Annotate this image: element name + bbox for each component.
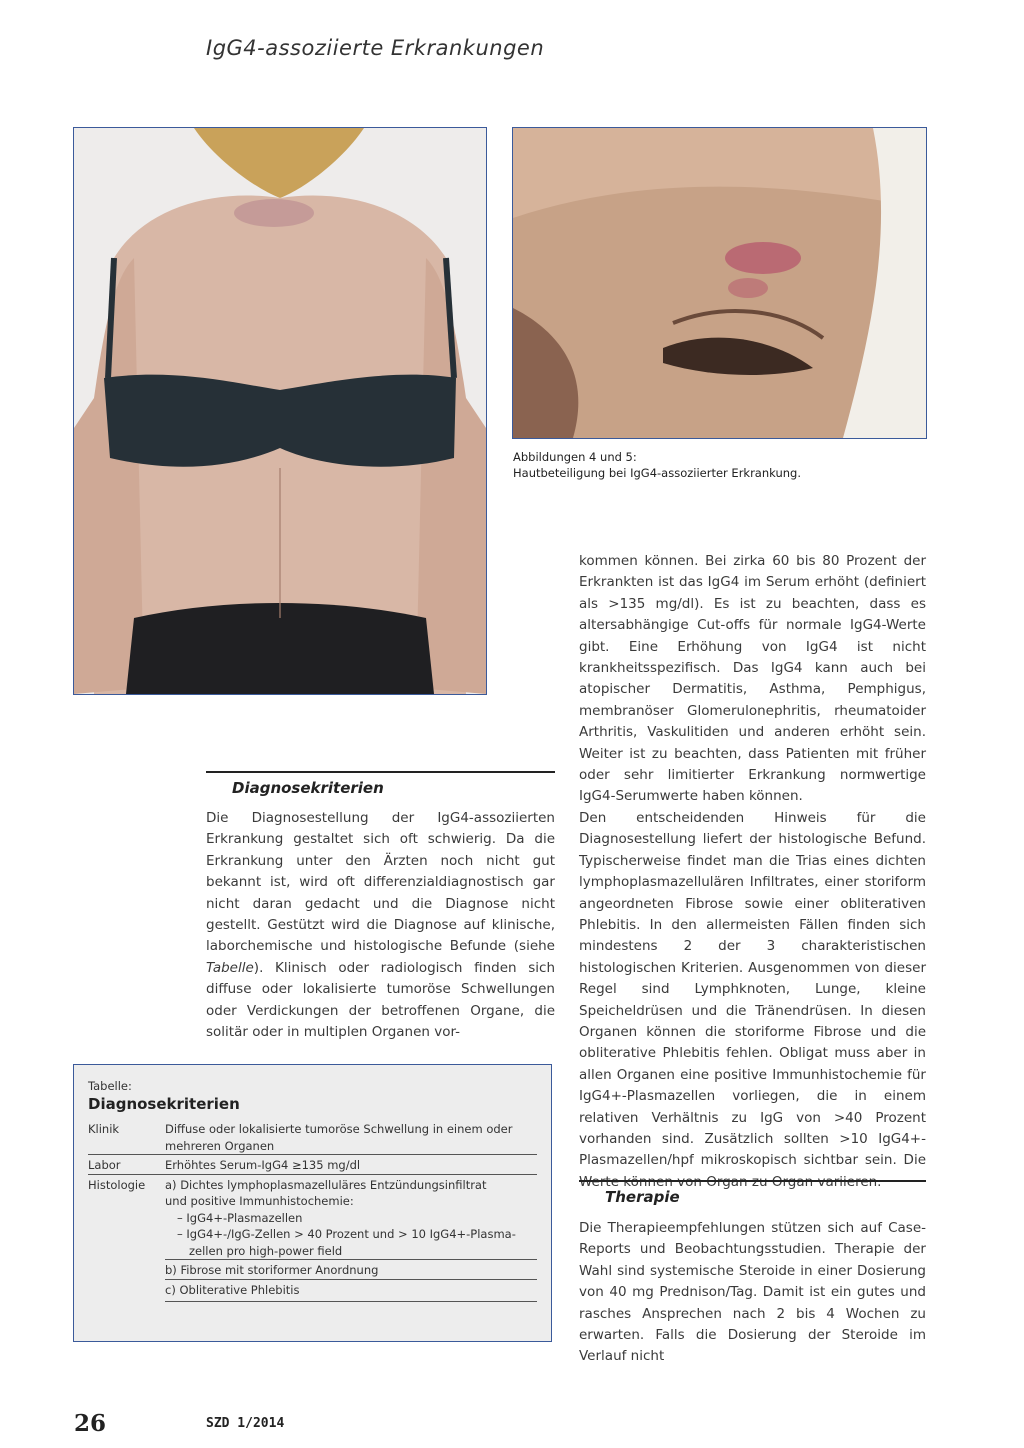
- paragraph-histology: Den entscheidenden Hinweis für die Diagnosestellung liefert der histologische Befund. Typischerweise findet man die Trias eines dichten lymphoplasmazellulären Infiltrates, einer storiform angeordneten Fibrose sowie einer obliterativen Phlebitis. In den allermeisten Fällen finden sich mindestens 2 der 3 charakteristischen histologischen Kriterien. Ausgenommen von dieser Regel sind Lymphknoten, Lunge, kleine Speicheldrüsen und die Tränendrüsen. In diesen Organen können die storiforme Fibrose und die obliterative Phlebitis fehlen. Obligat muss aber in allen Organen eine positive Immunhistochemie für IgG4+-Plasmazellen vorliegen, die in einem relativen Verhältnis zu IgG von >40 Prozent vorhanden sind. Zusätzlich sollten >10 IgG4+-Plasmazellen/hpf mikroskopisch sichtbar sein. Die Werte können von Organ zu Organ variieren.: [579, 809, 926, 1190]
- issue-label: SZD 1/2014: [206, 1416, 285, 1431]
- table-key-klinik: Klinik: [88, 1122, 120, 1136]
- section-heading-diagnose-label: Diagnosekriterien: [232, 779, 384, 797]
- table-title: Diagnosekriterien: [88, 1095, 240, 1113]
- figure-caption-line2: Hautbeteiligung bei IgG4-assoziierter Erkrankung.: [513, 466, 801, 480]
- table-row-klinik: [88, 1121, 537, 1155]
- table-row-labor: [88, 1155, 537, 1175]
- table-value-klinik-line2: mehreren Organen: [165, 1138, 275, 1153]
- therapie-text: [579, 1218, 926, 1368]
- table-histo-a: [165, 1177, 537, 1261]
- paragraph-diagnose: [206, 808, 555, 1043]
- figure-back-photo: [73, 127, 487, 695]
- table-value-histologie: [165, 1177, 537, 1303]
- table-histo-a-line4: – IgG4+-/IgG-Zellen > 40 Prozent und > 10 IgG4+-Plasma-: [177, 1227, 516, 1241]
- table-value-labor: Erhöhtes Serum-IgG4 ≥135 mg/dl: [165, 1158, 361, 1172]
- figure-caption: [513, 449, 933, 481]
- section-heading-therapie: [579, 1180, 926, 1206]
- table-value-klinik-line1: Diffuse oder lokalisierte tumoröse Schwellung in einem oder: [165, 1122, 513, 1136]
- figure-face-photo: [512, 127, 927, 439]
- table-histo-b: b) Fibrose mit storiformer Anordnung: [165, 1260, 537, 1280]
- table-row-histologie: [88, 1175, 537, 1303]
- table-kicker: Tabelle:: [88, 1079, 132, 1093]
- table-histo-a-line2: und positive Immunhistochemie:: [165, 1194, 354, 1208]
- paragraph-therapie: Die Therapieempfehlungen stützen sich auf Case-Reports und Beobachtungsstudien. Therapie der Wahl sind systemische Steroide in einer Dosierung von 40 mg Prednison/Tag. Damit ist ein gutes und rasches Ansprechen nach 2 bis 4 Wochen zu erwarten. Falls die Dosierung der Steroide im Verlauf nicht: [579, 1220, 926, 1365]
- table-histo-a-line5: zellen pro high-power field: [189, 1243, 343, 1258]
- section-heading-diagnose: [206, 771, 555, 797]
- figure-caption-line1: Abbildungen 4 und 5:: [513, 450, 637, 464]
- diagnose-text-table-ref: Tabelle: [206, 959, 254, 976]
- right-column-text: [579, 551, 926, 1193]
- table-histo-a-line1: a) Dichtes lymphoplasmazelluläres Entzündungsinfiltrat: [165, 1177, 487, 1192]
- diagnose-text: [206, 808, 555, 1043]
- section-heading-therapie-label: Therapie: [605, 1188, 680, 1206]
- table-key-histologie: Histologie: [88, 1177, 146, 1192]
- table-histo-a-line3: – IgG4+-Plasmazellen: [177, 1210, 303, 1225]
- diagnose-text-before: Die Diagnosestellung der IgG4-assoziierten Erkrankung gestaltet sich oft schwierig. Da die Erkrankung unter den Ärzten noch nicht gut bekannt ist, wird oft differenzialdiagnostisch gar nicht daran gedacht und die Diagnose nicht gestellt. Gestützt wird die Diagnose auf klinische, laborchemische und histologische Befunde (siehe: [206, 810, 555, 955]
- table-key-labor: Labor: [88, 1158, 121, 1172]
- table-value-klinik: [165, 1121, 537, 1154]
- diagnose-text-after: ). Klinisch oder radiologisch finden sich diffuse oder lokalisierte tumoröse Schwellungen oder Verdickungen der betroffenen Organe, die solitär oder in multiplen Organen vor-: [206, 959, 555, 1041]
- running-head-title: IgG4-assoziierte Erkrankungen: [206, 36, 545, 60]
- page-number: 26: [74, 1410, 107, 1437]
- table-histo-c: c) Obliterative Phlebitis: [165, 1280, 537, 1303]
- diagnosis-table: [73, 1064, 552, 1342]
- paragraph-serum: kommen können. Bei zirka 60 bis 80 Prozent der Erkrankten ist das IgG4 im Serum erhöht (definiert als >135 mg/dl). Es ist zu beachten, dass es altersabhängige Cut-offs für normale IgG4-Werte gibt. Eine Erhöhung von IgG4 ist nicht krankheitsspezifisch. Das IgG4 kann auch bei atopischer Dermatitis, Asthma, Pemphigus, membranöser Glomerulonephritis, rheumatoider Arthritis, Vaskulitiden und anderen erhöht sein. Weiter ist zu beachten, dass Patienten mit früher oder sehr limitierter Erkrankung normwertige IgG4-Serumwerte haben können.: [579, 553, 926, 805]
